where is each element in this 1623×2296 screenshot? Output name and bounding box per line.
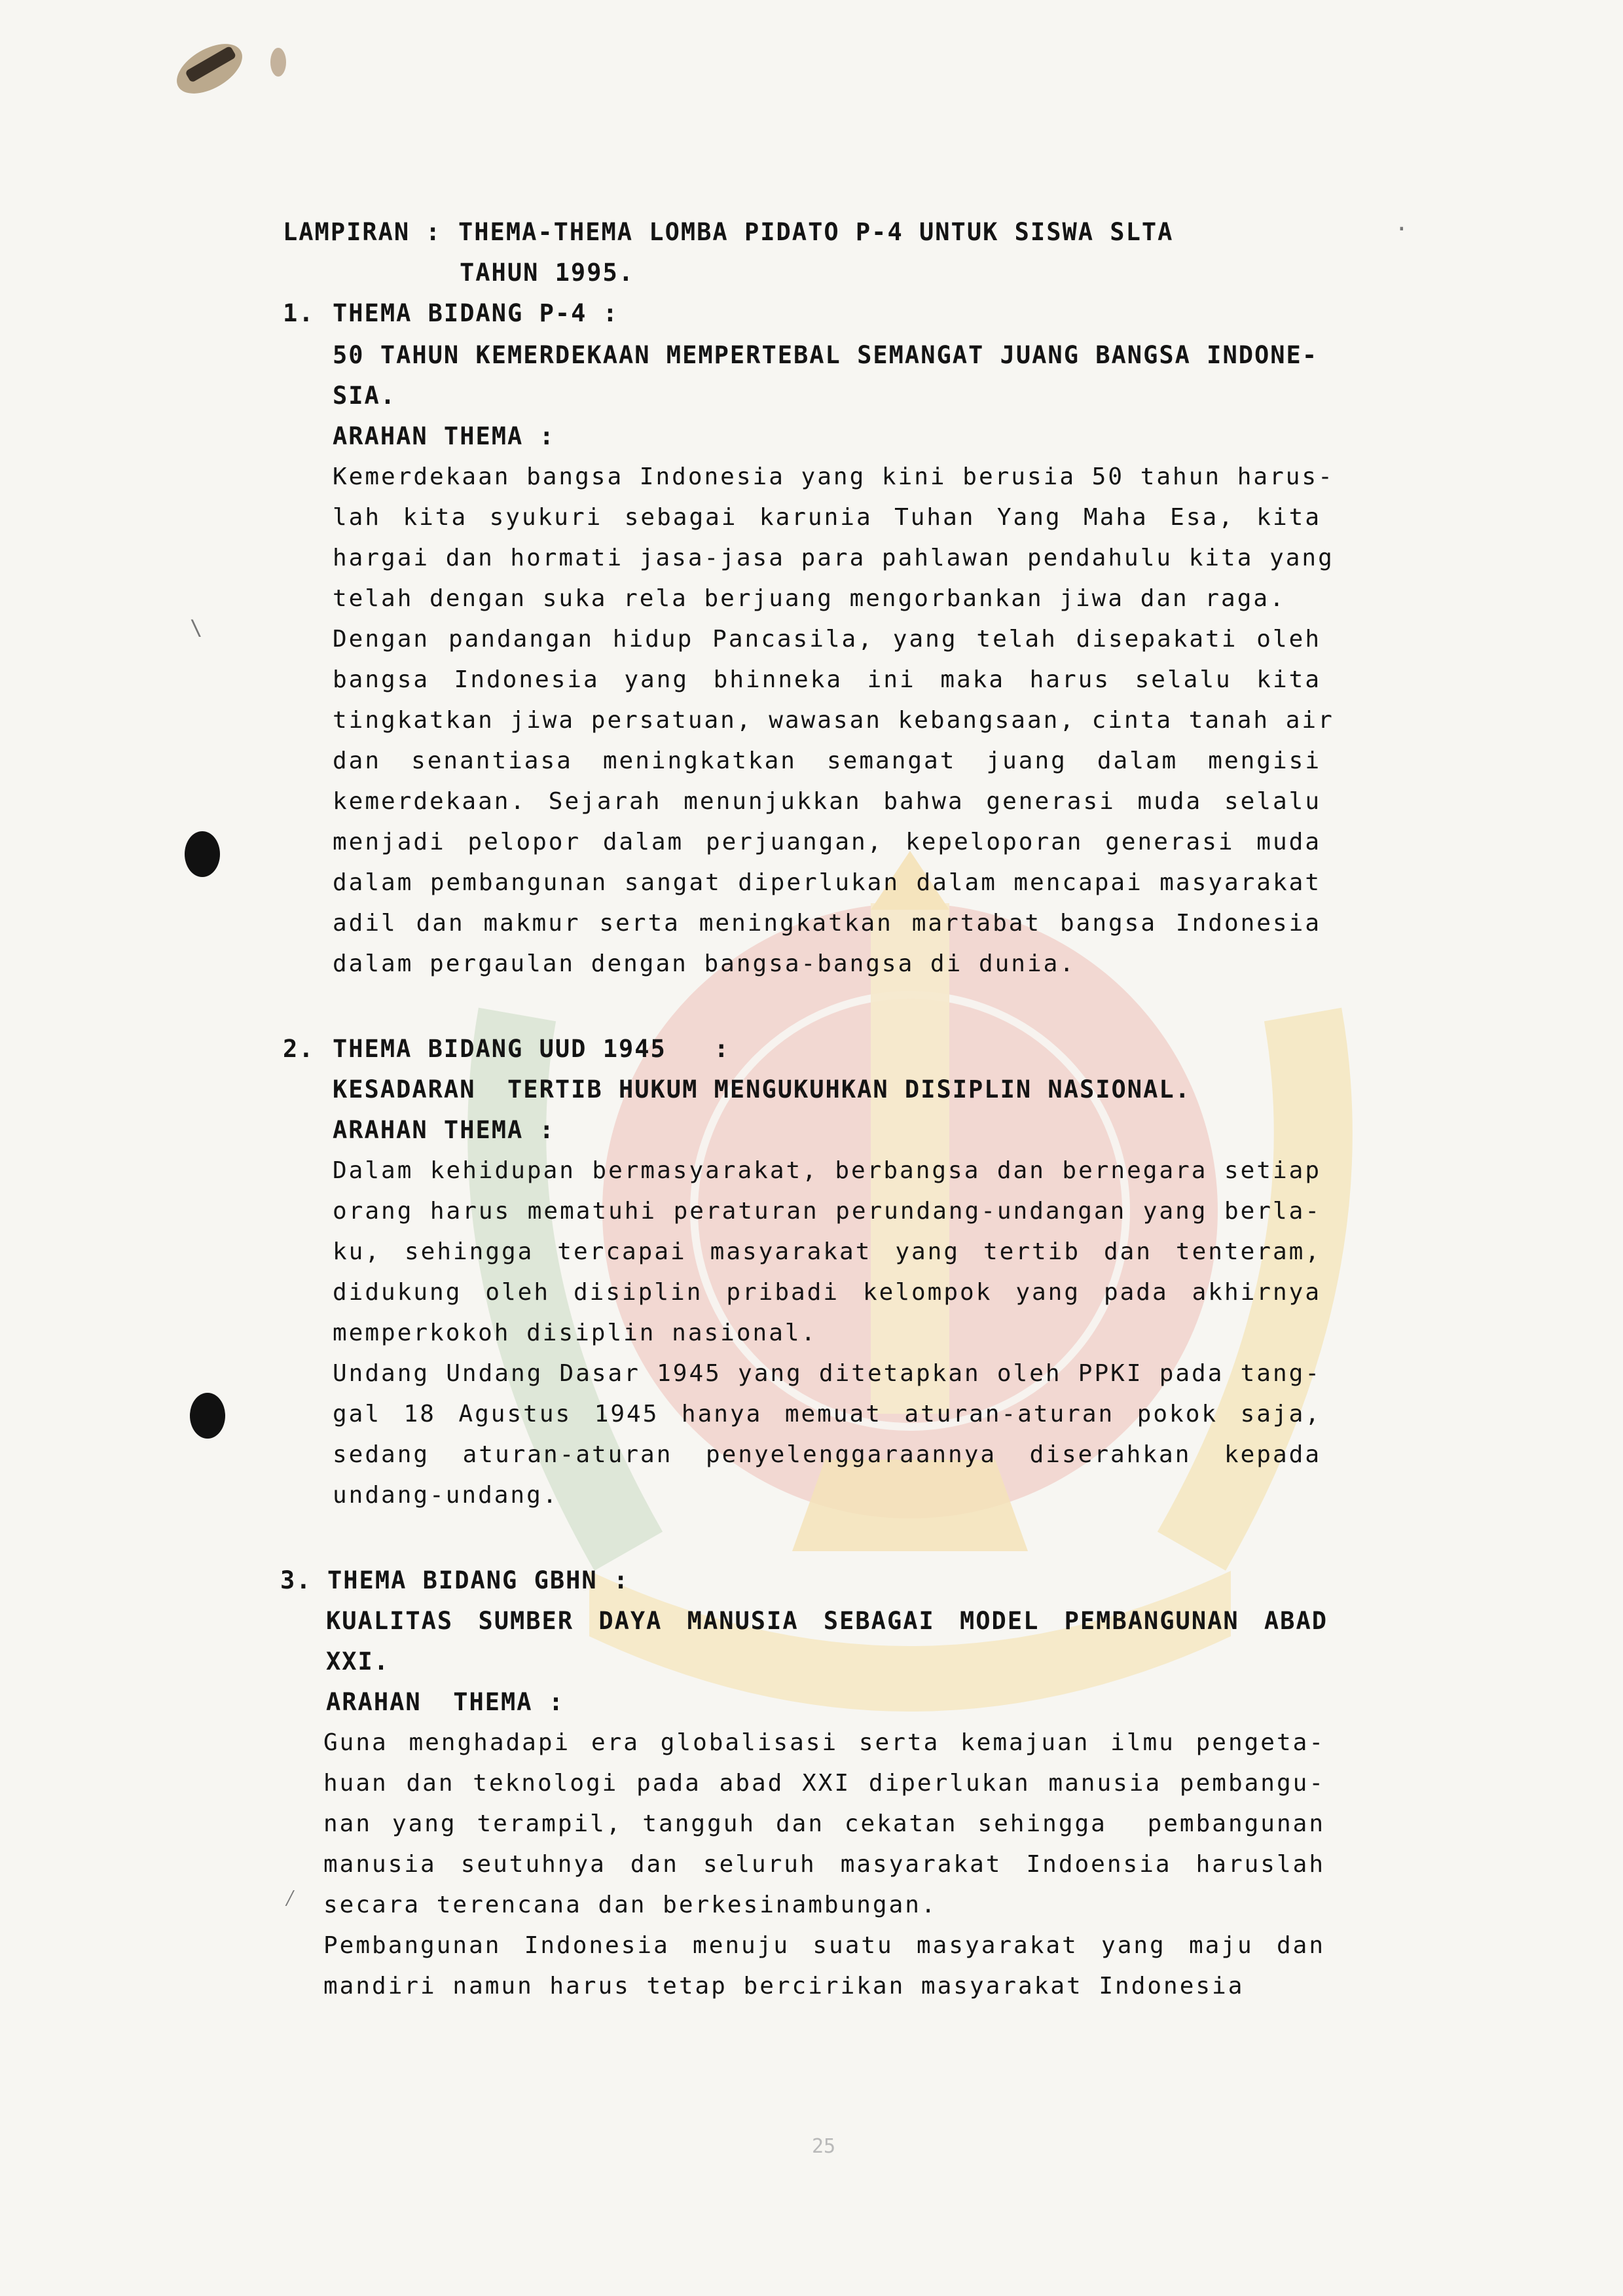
section-2-heading: THEMA BIDANG UUD 1945 : (333, 1035, 730, 1063)
section-2-body-line: memperkokoh disiplin nasional. (333, 1319, 818, 1346)
section-2-body-line: Undang Undang Dasar 1945 yang ditetapkan oleh PPKI pada tang- (333, 1360, 1321, 1387)
margin-tick-left: \ (190, 615, 203, 640)
section-1-body-line: dan senantiasa meningkatkan semangat juang dalam mengisi (333, 747, 1321, 774)
section-1-body-line: Dengan pandangan hidup Pancasila, yang telah disepakati oleh (333, 626, 1321, 653)
section-2-number: 2. (283, 1035, 315, 1063)
section-1-body-line: adil dan makmur serta meningkatkan martabat bangsa Indonesia (333, 910, 1321, 937)
section-2-body-line: ku, sehingga tercapai masyarakat yang tertib dan tenteram, (333, 1238, 1321, 1265)
section-1-body-line: bangsa Indonesia yang bhinneka ini maka harus selalu kita (333, 666, 1321, 693)
section-3-heading: THEMA BIDANG GBHN : (327, 1566, 630, 1594)
section-1-heading: THEMA BIDANG P-4 : (333, 299, 619, 327)
section-3-body-line: secara terencana dan berkesinambungan. (323, 1892, 938, 1918)
section-3-body-line: Pembangunan Indonesia menuju suatu masyarakat yang maju dan (323, 1932, 1325, 1959)
section-1-body-line: dalam pergaulan dengan bangsa-bangsa di dunia. (333, 950, 1076, 977)
section-1-body-line: dalam pembangunan sangat diperlukan dalam mencapai masyarakat (333, 869, 1321, 896)
section-3-body-line: nan yang terampil, tangguh dan cekatan sehingga pembangunan (323, 1810, 1325, 1837)
section-2-body-line: didukung oleh disiplin pribadi kelompok yang pada akhirnya (333, 1279, 1321, 1306)
section-3-theme-line: XXI. (326, 1647, 390, 1676)
margin-tick-left-lower: ⁄ (283, 1885, 297, 1912)
section-3-body-line: mandiri namun harus tetap bercirikan masyarakat Indonesia (323, 1973, 1245, 2000)
section-1-theme-line: SIA. (333, 382, 397, 410)
attachment-title-line-1: THEMA-THEMA LOMBA PIDATO P-4 UNTUK SISWA SLTA (458, 218, 1174, 246)
section-2-body-line: orang harus mematuhi peraturan perundang-undangan yang berla- (333, 1198, 1321, 1225)
attachment-label: LAMPIRAN (283, 218, 410, 246)
section-2-body-line: gal 18 Agustus 1945 hanya memuat aturan-aturan pokok saja, (333, 1401, 1321, 1427)
staple-mark (157, 33, 288, 111)
section-1-body-line: hargai dan hormati jasa-jasa para pahlawan pendahulu kita yang (333, 545, 1334, 571)
section-1-body-line: menjadi pelopor dalam perjuangan, kepeloporan generasi muda (333, 829, 1321, 855)
attachment-title-line-2: TAHUN 1995. (460, 259, 635, 287)
section-1-body-line: lah kita syukuri sebagai karunia Tuhan Yang Maha Esa, kita (333, 504, 1321, 531)
section-2-body-line: sedang aturan-aturan penyelenggaraannya diserahkan kepada (333, 1441, 1321, 1468)
section-3-body-line: manusia seutuhnya dan seluruh masyarakat Indoensia haruslah (323, 1851, 1325, 1878)
section-3-body-line: Guna menghadapi era globalisasi serta kemajuan ilmu pengeta- (323, 1729, 1325, 1756)
section-1-body-line: kemerdekaan. Sejarah menunjukkan bahwa generasi muda selalu (333, 788, 1321, 815)
section-3-body-line: huan dan teknologi pada abad XXI diperlukan manusia pembangu- (323, 1770, 1325, 1797)
section-1-theme-line: 50 TAHUN KEMERDEKAAN MEMPERTEBAL SEMANGAT JUANG BANGSA INDONE- (333, 341, 1319, 369)
margin-tick-right: · (1395, 216, 1409, 243)
section-1-arahan-label: ARAHAN THEMA : (333, 422, 555, 450)
section-3-number: 3. (280, 1566, 312, 1594)
page-number: 25 (812, 2135, 836, 2158)
section-2-arahan-label: ARAHAN THEMA : (333, 1116, 555, 1144)
section-2-body-line: undang-undang. (333, 1482, 559, 1509)
section-2-body-line: Dalam kehidupan bermasyarakat, berbangsa dan bernegara setiap (333, 1157, 1321, 1184)
punch-hole-bottom (190, 1393, 225, 1439)
attachment-separator: : (426, 218, 442, 246)
punch-hole-top (185, 831, 220, 877)
section-3-theme-line: KUALITAS SUMBER DAYA MANUSIA SEBAGAI MODEL PEMBANGUNAN ABAD (326, 1607, 1328, 1635)
section-1-body-line: Kemerdekaan bangsa Indonesia yang kini berusia 50 tahun harus- (333, 463, 1334, 490)
section-3-arahan-label: ARAHAN THEMA : (326, 1688, 565, 1716)
section-1-body-line: telah dengan suka rela berjuang mengorbankan jiwa dan raga. (333, 585, 1286, 612)
section-2-theme-line: KESADARAN TERTIB HUKUM MENGUKUHKAN DISIPLIN NASIONAL. (333, 1075, 1191, 1103)
section-1-number: 1. (283, 299, 315, 327)
section-1-body-line: tingkatkan jiwa persatuan, wawasan kebangsaan, cinta tanah air (333, 707, 1334, 734)
